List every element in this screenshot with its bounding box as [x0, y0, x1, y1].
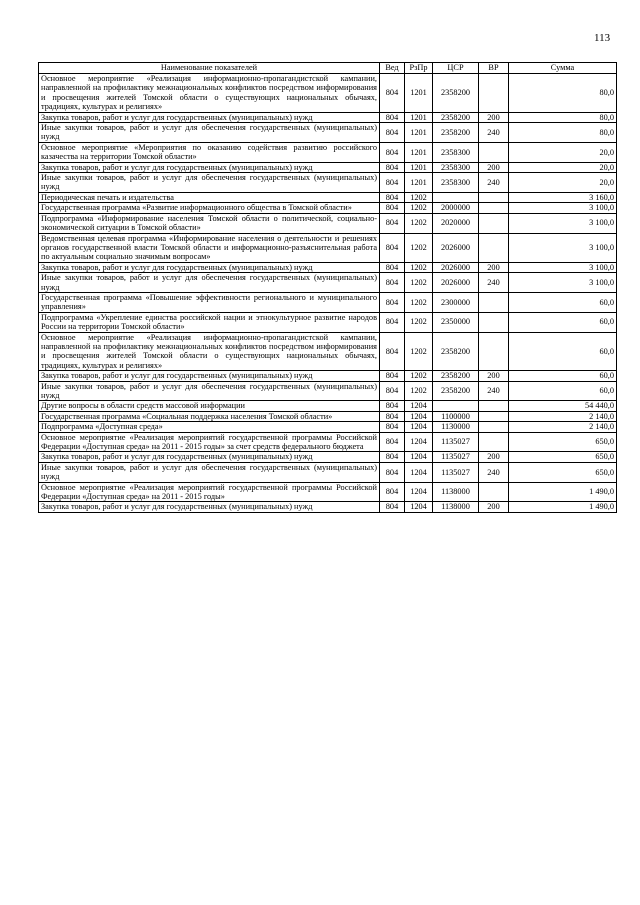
header-name: Наименование показателей	[39, 63, 380, 74]
sum-cell: 80,0	[509, 112, 617, 122]
vr-cell: 240	[479, 173, 509, 193]
rzpr-cell: 1202	[405, 233, 433, 262]
name-cell: Государственная программа «Социальная поддержка населения Томской области»	[39, 411, 380, 421]
rzpr-cell: 1201	[405, 173, 433, 193]
sum-cell: 650,0	[509, 452, 617, 462]
name-cell: Закупка товаров, работ и услуг для государственных (муниципальных) нужд	[39, 262, 380, 272]
sum-cell: 650,0	[509, 432, 617, 452]
vr-cell: 200	[479, 452, 509, 462]
sum-cell: 80,0	[509, 74, 617, 113]
table-row	[39, 213, 617, 233]
csr-cell	[433, 192, 479, 202]
name-cell: Государственная программа «Повышение эффективности регионального и муниципального управления»	[39, 292, 380, 312]
name-cell: Закупка товаров, работ и услуг для государственных (муниципальных) нужд	[39, 452, 380, 462]
vr-cell	[479, 203, 509, 213]
vr-cell: 240	[479, 462, 509, 482]
name-cell: Другие вопросы в области средств массовой информации	[39, 401, 380, 411]
csr-cell: 2358300	[433, 142, 479, 162]
vr-cell	[479, 401, 509, 411]
csr-cell	[433, 401, 479, 411]
ved-cell: 804	[380, 482, 405, 502]
vr-cell: 200	[479, 371, 509, 381]
rzpr-cell: 1202	[405, 213, 433, 233]
ved-cell: 804	[380, 162, 405, 172]
name-cell: Подпрограмма «Укрепление единства российской нации и этнокультурное развитие народов России на территории Томской области»	[39, 312, 380, 332]
rzpr-cell: 1202	[405, 262, 433, 272]
vr-cell: 200	[479, 112, 509, 122]
ved-cell: 804	[380, 142, 405, 162]
ved-cell: 804	[380, 173, 405, 193]
table-row	[39, 262, 617, 272]
table-row	[39, 482, 617, 502]
sum-cell: 54 440,0	[509, 401, 617, 411]
rzpr-cell: 1202	[405, 371, 433, 381]
ved-cell: 804	[380, 462, 405, 482]
name-cell: Периодическая печать и издательства	[39, 192, 380, 202]
table-row	[39, 233, 617, 262]
table-row	[39, 142, 617, 162]
table-row	[39, 173, 617, 193]
csr-cell: 2026000	[433, 262, 479, 272]
name-cell: Иные закупки товаров, работ и услуг для обеспечения государственных (муниципальных) нужд	[39, 462, 380, 482]
rzpr-cell: 1201	[405, 112, 433, 122]
ved-cell: 804	[380, 371, 405, 381]
sum-cell: 20,0	[509, 162, 617, 172]
table-row	[39, 112, 617, 122]
sum-cell: 60,0	[509, 312, 617, 332]
vr-cell	[479, 422, 509, 432]
csr-cell: 1130000	[433, 422, 479, 432]
ved-cell: 804	[380, 123, 405, 143]
rzpr-cell: 1204	[405, 452, 433, 462]
ved-cell: 804	[380, 332, 405, 371]
csr-cell: 2350000	[433, 312, 479, 332]
vr-cell: 240	[479, 273, 509, 293]
header-csr: ЦСР	[433, 63, 479, 74]
name-cell: Закупка товаров, работ и услуг для государственных (муниципальных) нужд	[39, 502, 380, 512]
vr-cell	[479, 142, 509, 162]
csr-cell: 1138000	[433, 482, 479, 502]
name-cell: Иные закупки товаров, работ и услуг для обеспечения государственных (муниципальных) нужд	[39, 381, 380, 401]
csr-cell: 2358300	[433, 162, 479, 172]
header-row	[39, 63, 617, 74]
csr-cell: 2300000	[433, 292, 479, 312]
sum-cell: 2 140,0	[509, 411, 617, 421]
vr-cell	[479, 411, 509, 421]
rzpr-cell: 1201	[405, 74, 433, 113]
table-row	[39, 411, 617, 421]
table-row	[39, 432, 617, 452]
table-row	[39, 401, 617, 411]
rzpr-cell: 1201	[405, 123, 433, 143]
sum-cell: 3 160,0	[509, 192, 617, 202]
rzpr-cell: 1204	[405, 432, 433, 452]
sum-cell: 3 100,0	[509, 213, 617, 233]
ved-cell: 804	[380, 292, 405, 312]
name-cell: Основное мероприятие «Мероприятия по оказанию содействия развитию российского казачества на территории Томской области»	[39, 142, 380, 162]
csr-cell: 2358200	[433, 381, 479, 401]
ved-cell: 804	[380, 432, 405, 452]
budget-table	[38, 62, 617, 513]
table-row	[39, 332, 617, 371]
sum-cell: 1 490,0	[509, 502, 617, 512]
csr-cell: 2358200	[433, 123, 479, 143]
rzpr-cell: 1202	[405, 332, 433, 371]
table-row	[39, 74, 617, 113]
ved-cell: 804	[380, 203, 405, 213]
sum-cell: 60,0	[509, 371, 617, 381]
sum-cell: 2 140,0	[509, 422, 617, 432]
rzpr-cell: 1201	[405, 162, 433, 172]
name-cell: Государственная программа «Развитие информационного общества в Томской области»	[39, 203, 380, 213]
name-cell: Закупка товаров, работ и услуг для государственных (муниципальных) нужд	[39, 112, 380, 122]
csr-cell: 1138000	[433, 502, 479, 512]
rzpr-cell: 1202	[405, 192, 433, 202]
csr-cell: 1135027	[433, 452, 479, 462]
name-cell: Закупка товаров, работ и услуг для государственных (муниципальных) нужд	[39, 371, 380, 381]
table-row	[39, 452, 617, 462]
sum-cell: 3 100,0	[509, 262, 617, 272]
table-row	[39, 273, 617, 293]
sum-cell: 20,0	[509, 173, 617, 193]
sum-cell: 3 100,0	[509, 203, 617, 213]
rzpr-cell: 1201	[405, 142, 433, 162]
ved-cell: 804	[380, 233, 405, 262]
rzpr-cell: 1204	[405, 422, 433, 432]
table-row	[39, 462, 617, 482]
vr-cell	[479, 192, 509, 202]
csr-cell: 1135027	[433, 432, 479, 452]
vr-cell: 240	[479, 381, 509, 401]
vr-cell: 240	[479, 123, 509, 143]
ved-cell: 804	[380, 502, 405, 512]
csr-cell: 2358200	[433, 371, 479, 381]
csr-cell: 2358300	[433, 173, 479, 193]
table-row	[39, 502, 617, 512]
ved-cell: 804	[380, 112, 405, 122]
name-cell: Закупка товаров, работ и услуг для государственных (муниципальных) нужд	[39, 162, 380, 172]
header-sum: Сумма	[509, 63, 617, 74]
table-row	[39, 192, 617, 202]
page-number: 113	[594, 32, 611, 44]
vr-cell: 200	[479, 162, 509, 172]
name-cell: Основное мероприятие «Реализация мероприятий государственной программы Российской Федерации «Доступная среда» на 2011 - 2015 годы» за счет средств федерального бюджета	[39, 432, 380, 452]
table-row	[39, 292, 617, 312]
rzpr-cell: 1204	[405, 462, 433, 482]
table-row	[39, 123, 617, 143]
vr-cell	[479, 482, 509, 502]
ved-cell: 804	[380, 192, 405, 202]
sum-cell: 80,0	[509, 123, 617, 143]
name-cell: Иные закупки товаров, работ и услуг для обеспечения государственных (муниципальных) нужд	[39, 273, 380, 293]
name-cell: Подпрограмма «Информирование населения Томской области о политической, социально-экономической ситуации в Томской области»	[39, 213, 380, 233]
rzpr-cell: 1204	[405, 411, 433, 421]
sum-cell: 60,0	[509, 381, 617, 401]
name-cell: Основное мероприятие «Реализация информационно-пропагандистской кампании, направленной на профилактику межнациональных конфликтов посредством информирования и просвещения жителей Томской области о существующих национальных обычаях, традициях, культурах и религиях»	[39, 332, 380, 371]
rzpr-cell: 1204	[405, 401, 433, 411]
table-row	[39, 381, 617, 401]
vr-cell	[479, 292, 509, 312]
vr-cell	[479, 312, 509, 332]
vr-cell	[479, 432, 509, 452]
name-cell: Основное мероприятие «Реализация информационно-пропагандистской кампании, направленной на профилактику межнациональных конфликтов посредством информирования и просвещения жителей Томской области о существующих национальных обычаях, традициях, культурах и религиях»	[39, 74, 380, 113]
csr-cell: 1100000	[433, 411, 479, 421]
vr-cell: 200	[479, 262, 509, 272]
rzpr-cell: 1202	[405, 273, 433, 293]
csr-cell: 2020000	[433, 213, 479, 233]
rzpr-cell: 1202	[405, 381, 433, 401]
ved-cell: 804	[380, 381, 405, 401]
name-cell: Основное мероприятие «Реализация мероприятий государственной программы Российской Федерации «Доступная среда» на 2011 - 2015 годы»	[39, 482, 380, 502]
header-rzpr: РзПр	[405, 63, 433, 74]
csr-cell: 2358200	[433, 332, 479, 371]
table-row	[39, 203, 617, 213]
name-cell: Иные закупки товаров, работ и услуг для обеспечения государственных (муниципальных) нужд	[39, 173, 380, 193]
vr-cell: 200	[479, 502, 509, 512]
ved-cell: 804	[380, 411, 405, 421]
sum-cell: 1 490,0	[509, 482, 617, 502]
vr-cell	[479, 332, 509, 371]
csr-cell: 2358200	[433, 74, 479, 113]
rzpr-cell: 1204	[405, 502, 433, 512]
ved-cell: 804	[380, 312, 405, 332]
sum-cell: 3 100,0	[509, 233, 617, 262]
csr-cell: 2358200	[433, 112, 479, 122]
csr-cell: 2000000	[433, 203, 479, 213]
header-ved: Вед	[380, 63, 405, 74]
ved-cell: 804	[380, 401, 405, 411]
vr-cell	[479, 74, 509, 113]
vr-cell	[479, 233, 509, 262]
vr-cell	[479, 213, 509, 233]
table-row	[39, 312, 617, 332]
sum-cell: 650,0	[509, 462, 617, 482]
csr-cell: 1135027	[433, 462, 479, 482]
csr-cell: 2026000	[433, 233, 479, 262]
table-body	[39, 74, 617, 513]
ved-cell: 804	[380, 213, 405, 233]
ved-cell: 804	[380, 74, 405, 113]
sum-cell: 60,0	[509, 292, 617, 312]
ved-cell: 804	[380, 273, 405, 293]
sum-cell: 60,0	[509, 332, 617, 371]
table-row	[39, 371, 617, 381]
sum-cell: 3 100,0	[509, 273, 617, 293]
name-cell: Ведомственная целевая программа «Информирование населения о деятельности и решениях органов государственной власти Томской области и информационно-разъяснительная работа по актуальным социально значимым вопросам»	[39, 233, 380, 262]
rzpr-cell: 1204	[405, 482, 433, 502]
ved-cell: 804	[380, 422, 405, 432]
rzpr-cell: 1202	[405, 312, 433, 332]
table-row	[39, 422, 617, 432]
csr-cell: 2026000	[433, 273, 479, 293]
name-cell: Иные закупки товаров, работ и услуг для обеспечения государственных (муниципальных) нужд	[39, 123, 380, 143]
table-row	[39, 162, 617, 172]
header-vr: ВР	[479, 63, 509, 74]
rzpr-cell: 1202	[405, 292, 433, 312]
name-cell: Подпрограмма «Доступная среда»	[39, 422, 380, 432]
rzpr-cell: 1202	[405, 203, 433, 213]
ved-cell: 804	[380, 452, 405, 462]
ved-cell: 804	[380, 262, 405, 272]
sum-cell: 20,0	[509, 142, 617, 162]
